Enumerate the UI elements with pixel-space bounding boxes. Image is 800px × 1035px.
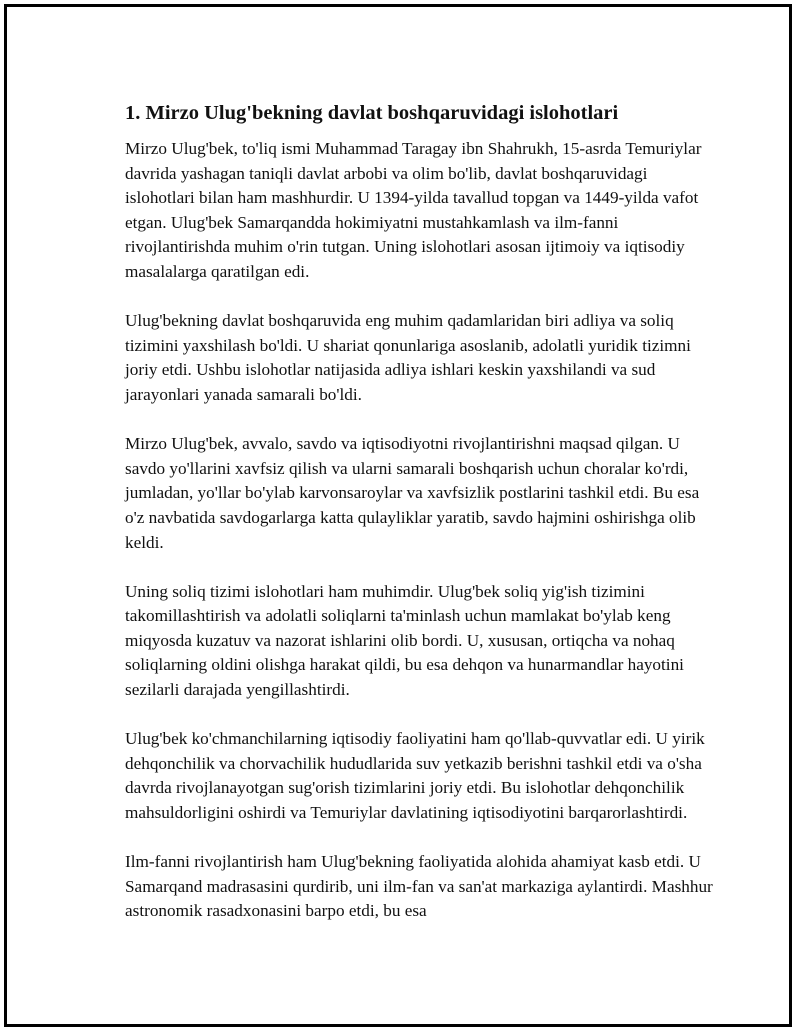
paragraph: Ulug'bek ko'chmanchilarning iqtisodiy faoliyatini ham qo'llab-quvvatlar edi. U yirik dehqonchilik va chorvachilik hududlarida suv yetkazib berishni tashkil etdi va o'sha davrda rivojlanayotgan sug'orish tizimlarini joriy etdi. Bu islohotlar dehqonchilik mahsuldorligini oshirdi va Temuriylar davlatining iqtisodiyotini barqarorlashtirdi.: [125, 729, 705, 823]
paragraph: Ulug'bekning davlat boshqaruvida eng muhim qadamlaridan biri adliya va soliq tizimini yaxshilash bo'ldi. U shariat qonunlariga asoslanib, adolatli yuridik tizimni joriy etdi. Ushbu islohotlar natijasida adliya ishlari keskin yaxshilandi va sud jarayonlari yanada samarali bo'ldi.: [125, 311, 691, 404]
page-frame: [4, 4, 792, 1027]
document-body: [125, 99, 715, 949]
paragraph: Mirzo Ulug'bek, to'liq ismi Muhammad Taragay ibn Shahrukh, 15-asrda Temuriylar davrida yashagan taniqli davlat arbobi va olim bo'lib, davlat boshqaruvidagi islohotlari bilan ham mashhurdir. U 1394-yilda tavallud topgan va 1449-yilda vafot etgan. Ulug'bek Samarqandda hokimiyatni mustahkamlash va ilm-fanni rivojlantirishda muhim o'rin tutgan. Uning islohotlari asosan ijtimoiy va iqtisodiy masalalarga qaratilgan edi.: [125, 139, 702, 281]
paragraph: Mirzo Ulug'bek, avvalo, savdo va iqtisodiyotni rivojlantirishni maqsad qilgan. U savdo yo'llarini xavfsiz qilish va ularni samarali boshqarish uchun choralar ko'rdi, jumladan, yo'llar bo'ylab karvonsaroylar va xavfsizlik postlarini tashkil etdi. Bu esa o'z navbatida savdogarlarga katta qulayliklar yaratib, savdo hajmini oshirishga olib keldi.: [125, 434, 700, 552]
document-title: 1. Mirzo Ulug'bekning davlat boshqaruvidagi islohotlari: [125, 102, 619, 124]
paragraph: Uning soliq tizimi islohotlari ham muhimdir. Ulug'bek soliq yig'ish tizimini takomillashtirish va adolatli soliqlarni ta'minlash uchun mamlakat bo'ylab keng miqyosda kuzatuv va nazorat ishlarini olib bordi. U, xususan, ortiqcha va nohaq soliqlarning oldini olishga harakat qildi, bu esa dehqon va hunarmandlar hayotini sezilarli darajada yengillashtirdi.: [125, 581, 684, 700]
paragraph: Ilm-fanni rivojlantirish ham Ulug'bekning faoliyatida alohida ahamiyat kasb etdi. U Samarqand madrasasini qurdirib, uni ilm-fan va san'at markaziga aylantirdi. Mashhur astronomik rasadxonasini barpo etdi, bu esa: [125, 852, 713, 921]
